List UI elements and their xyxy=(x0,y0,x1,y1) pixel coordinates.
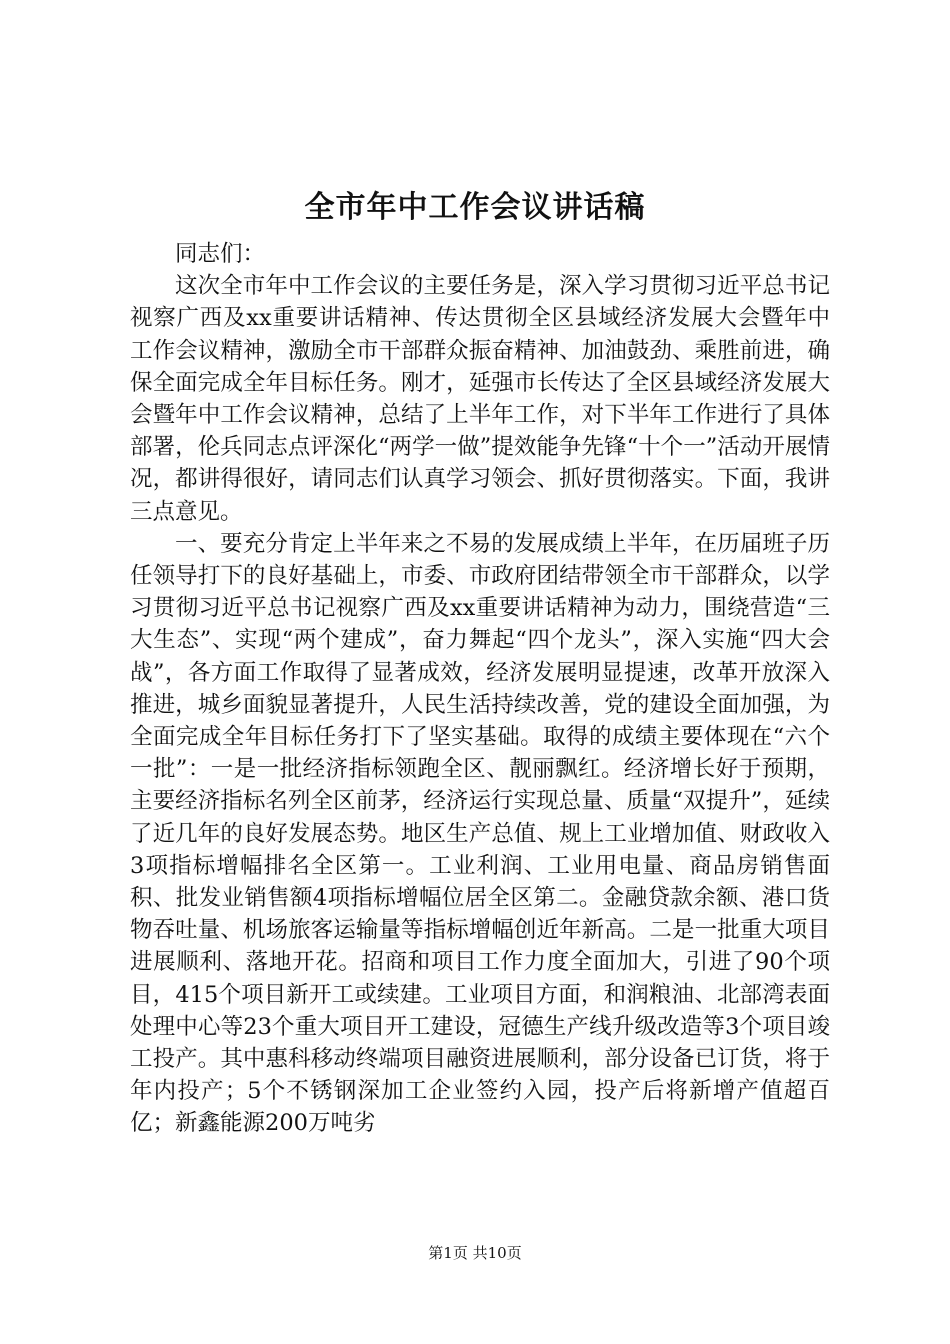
page-number-footer: 第1页 共10页 xyxy=(428,1244,522,1262)
paragraph-intro: 这次全市年中工作会议的主要任务是，深入学习贯彻习近平总书记视察广西及xx重要讲话精神、传达贯彻全区县域经济发展大会暨年中工作会议精神，激励全市干部群众振奋精神、加油鼓劲、乘胜前进，确保全面完成全年目标任务。刚才，延强市长传达了全区县域经济发展大会暨年中工作会议精神，总结了上半年工作，对下半年工作进行了具体部署，伦兵同志点评深化“两学一做”提效能争先锋“十个一”活动开展情况，都讲得很好，请同志们认真学习领会、抓好贯彻落实。下面，我讲三点意见。 xyxy=(130,273,830,525)
paragraph-section-one: 一、要充分肯定上半年来之不易的发展成绩上半年，在历届班子历任领导打下的良好基础上，市委、市政府团结带领全市干部群众，以学习贯彻习近平总书记视察广西及xx重要讲话精神为动力，围绕营造“三大生态”、实现“两个建成”，奋力舞起“四个龙头”，深入实施“四大会战”，各方面工作取得了显著成效，经济发展明显提速，改革开放深入推进，城乡面貌显著提升，人民生活持续改善，党的建设全面加强，为全面完成全年目标任务打下了坚实基础。取得的成绩主要体现在“六个一批”：一是一批经济指标领跑全区、靓丽飘红。经济增长好于预期，主要经济指标名列全区前茅，经济运行实现总量、质量“双提升”，延续了近几年的良好发展态势。地区生产总值、规上工业增加值、财政收入3项指标增幅排名全区第一。工业利润、工业用电量、商品房销售面积、批发业销售额4项指标增幅位居全区第二。金融贷款余额、港口货物吞吐量、机场旅客运输量等指标增幅创近年新高。二是一批重大项目进展顺利、落地开花。招商和项目工作力度全面加大，引进了90个项目，415个项目新开工或续建。工业项目方面，和润粮油、北部湾表面处理中心等23个重大项目开工建设，冠德生产线升级改造等3个项目竣工投产。其中惠科移动终端项目融资进展顺利，部分设备已订货，将于年内投产；5个不锈钢深加工企业签约入园，投产后将新增产值超百亿；新鑫能源200万吨劣 xyxy=(130,530,830,1137)
document-title: 全市年中工作会议讲话稿 xyxy=(304,190,646,225)
salutation: 同志们： xyxy=(175,241,266,267)
document-body xyxy=(130,238,830,1140)
